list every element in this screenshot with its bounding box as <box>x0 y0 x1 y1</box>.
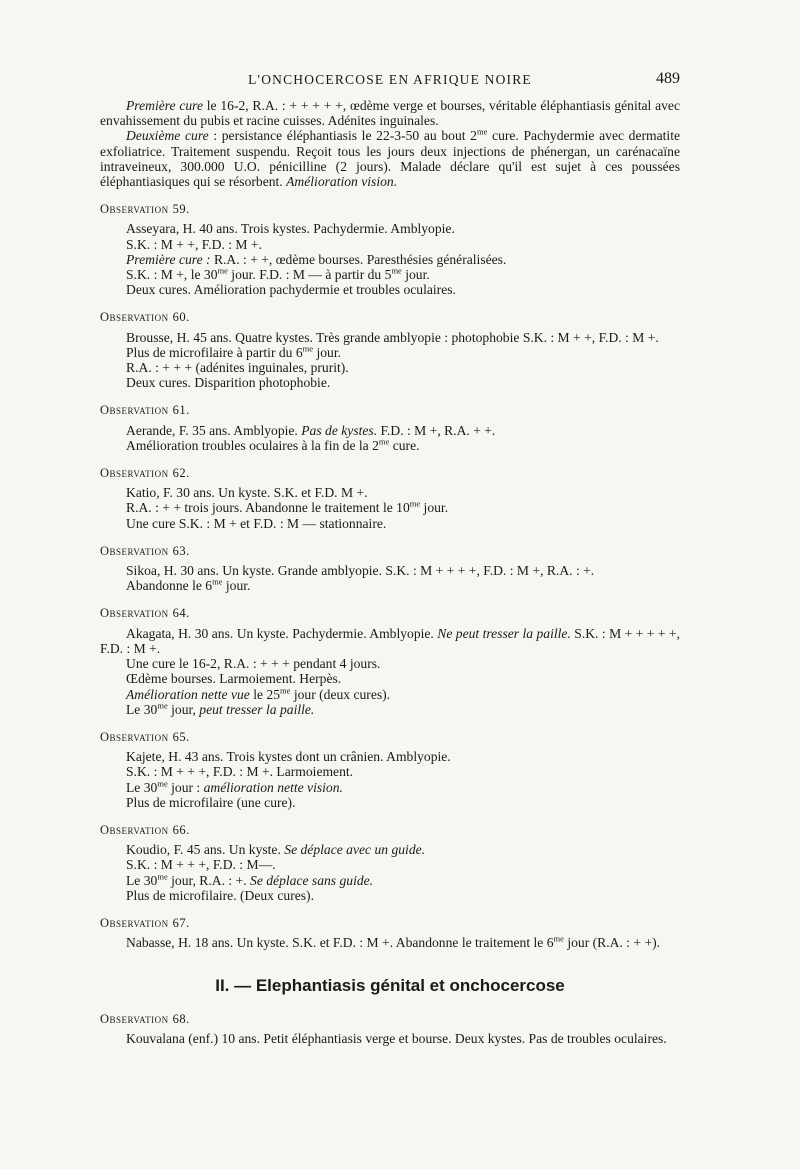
observation-heading <box>100 1012 680 1027</box>
line-text: le 25 <box>249 686 281 702</box>
observation-label: Observation <box>100 822 169 837</box>
ordinal-suffix: me <box>157 871 168 881</box>
line-text: R.A. : + + trois jours. Abandonne le traitement le 10 <box>126 500 410 516</box>
observation-line: Plus de microfilaire. (Deux cures). <box>126 887 314 903</box>
observation-line: Kajete, H. 43 ans. Trois kystes dont un crânien. Amblyopie. <box>126 749 451 765</box>
observation-number: 61. <box>172 403 190 418</box>
observation-heading <box>100 202 680 217</box>
observation-line: S.K. : M + +, F.D. : M +. <box>126 236 262 252</box>
observation-line: Sikoa, H. 30 ans. Un kyste. Grande amblyopie. S.K. : M + + + +, F.D. : M +, R.A. : +. <box>126 563 595 579</box>
line-text: jour (R.A. : + +). <box>563 935 661 951</box>
cure-label: Première cure <box>126 98 203 113</box>
paragraph-text: cure. Pachydermie avec dermatite exfoliatrice. Traitement suspendu. Reçoit tous les jours deux injections de phénergan, un carénacaïne intraveineux, 300.000 U.O. pénicilline (2 jours). Malade déclare qu'il est sujet à ces poussées éléphantiasiques qui se résorbent. <box>100 128 680 190</box>
ordinal-suffix: me <box>212 576 223 587</box>
line-text: Aerande, F. 35 ans. Amblyopie. <box>126 422 302 438</box>
observation-line <box>100 423 680 438</box>
observation-number: 63. <box>172 543 190 558</box>
ordinal-suffix: me <box>476 126 488 137</box>
running-title: L'ONCHOCERCOSE EN AFRIQUE NOIRE <box>248 72 532 87</box>
observation-line: Deux cures. Amélioration pachydermie et troubles oculaires. <box>126 282 456 298</box>
line-text: jour (deux cures). <box>290 686 391 702</box>
line-text: R.A. : + +, œdème bourses. Paresthésies généralisées. <box>210 251 507 267</box>
observation-heading <box>100 916 680 931</box>
ordinal-suffix: me <box>391 265 402 276</box>
line-text: S.K. : M + + + + +, F.D. : M +. <box>100 625 680 656</box>
observation-heading <box>100 310 680 325</box>
observation-number: 66. <box>172 822 190 837</box>
italic-text: Se déplace sans guide. <box>250 872 374 888</box>
observation-line: Plus de microfilaire (une cure). <box>126 794 296 810</box>
observation-label: Observation <box>100 466 169 481</box>
line-text: Akagata, H. 30 ans. Un kyste. Pachydermie. Amblyopie. <box>126 625 438 641</box>
observation-number: 60. <box>172 310 190 325</box>
observation-number: 67. <box>172 915 190 930</box>
intro-paragraph-1 <box>100 98 680 128</box>
observation-label: Observation <box>100 1011 169 1026</box>
observation-line <box>100 267 680 282</box>
page-number: 489 <box>656 70 680 87</box>
paragraph-text: : persistance éléphantiasis le 22-3-50 au bout 2 <box>208 128 477 144</box>
observation-line: Une cure le 16-2, R.A. : + + + pendant 4 jours. <box>126 656 381 672</box>
observation-number: 65. <box>172 729 190 744</box>
line-text: jour. <box>420 500 449 516</box>
observation-line <box>100 873 680 888</box>
italic-text: peut tresser la paille. <box>199 701 315 717</box>
cure-label: Deuxième cure <box>126 128 209 144</box>
ordinal-suffix: me <box>378 436 390 447</box>
italic-text: Pas de kystes. <box>301 422 378 438</box>
line-text: Nabasse, H. 18 ans. Un kyste. S.K. et F.D. : M +. Abandonne le traitement le 6 <box>126 935 554 951</box>
observation-line: S.K. : M + + +, F.D. : M—. <box>126 857 276 873</box>
observation-line <box>100 252 680 267</box>
section-title: II. — Elephantiasis génital et onchocercose <box>215 976 565 996</box>
line-text: cure. <box>389 437 420 453</box>
observation-line <box>100 578 680 593</box>
line-text: F.D. : M +, R.A. + +. <box>377 422 496 438</box>
observation-number: 68. <box>172 1011 190 1026</box>
italic-text: Amélioration nette vue <box>126 686 250 702</box>
observation-line <box>100 935 680 950</box>
observation-number: 62. <box>172 466 190 481</box>
line-text: jour. <box>313 344 342 360</box>
observation-label: Observation <box>100 915 169 930</box>
line-text: Le 30 <box>126 779 158 795</box>
observation-line: S.K. : M + + +, F.D. : M +. Larmoiement. <box>126 764 354 780</box>
line-text: Le 30 <box>126 872 158 888</box>
observation-line <box>100 626 680 656</box>
observation-line: Brousse, H. 45 ans. Quatre kystes. Très grande amblyopie : photophobie S.K. : M + +, F.D. : M +. <box>126 329 659 345</box>
line-text: Koudio, F. 45 ans. Un kyste. <box>126 842 285 858</box>
line-text: Abandonne le 6 <box>126 578 213 594</box>
line-text: Le 30 <box>126 701 158 717</box>
line-text: Plus de microfilaire à partir du 6 <box>126 344 303 360</box>
line-text: jour. F.D. : M — à partir du 5 <box>227 267 392 283</box>
intro-paragraph-2 <box>100 128 680 189</box>
observation-line: Deux cures. Disparition photophobie. <box>126 375 331 391</box>
observation-label: Observation <box>100 729 169 744</box>
observation-line: R.A. : + + + (adénites inguinales, prurit). <box>126 360 349 376</box>
line-text: jour. <box>222 578 251 594</box>
observation-line: Œdème bourses. Larmoiement. Herpès. <box>126 671 342 687</box>
observation-line <box>100 438 680 453</box>
observation-line: Une cure S.K. : M + et F.D. : M — stationnaire. <box>126 515 387 531</box>
observation-line: Katio, F. 30 ans. Un kyste. S.K. et F.D. M +. <box>126 485 368 501</box>
observation-line <box>100 702 680 717</box>
paragraph-text: le 16-2, R.A. : + + + + +, œdème verge et bourses, véritable éléphantiasis génital avec envahissement du pubis et racine cuisses. Adénites inguinales. <box>100 98 680 129</box>
observation-heading <box>100 606 680 621</box>
observation-label: Observation <box>100 202 169 217</box>
observation-label: Observation <box>100 403 169 418</box>
line-text: S.K. : M +, le 30 <box>126 267 218 283</box>
observation-line <box>100 777 680 795</box>
italic-text: Ne peut tresser la paille. <box>437 625 571 641</box>
observation-line: Kouvalana (enf.) 10 ans. Petit éléphantiasis verge et bourse. Deux kystes. Pas de troubles oculaires. <box>126 1030 667 1046</box>
italic-text: Se déplace avec un guide. <box>284 842 426 858</box>
observation-label: Observation <box>100 310 169 325</box>
observation-line <box>100 842 680 857</box>
ordinal-suffix: me <box>553 933 564 944</box>
observation-line <box>100 684 680 702</box>
observation-line <box>100 500 680 515</box>
ordinal-suffix: me <box>280 684 291 695</box>
observation-label: Observation <box>100 543 169 558</box>
observation-number: 59. <box>172 202 190 217</box>
observation-label: Observation <box>100 606 169 621</box>
observation-heading <box>100 403 680 418</box>
line-text: Amélioration troubles oculaires à la fin de la 2 <box>126 437 379 453</box>
observation-heading <box>100 544 680 559</box>
ordinal-suffix: me <box>217 265 228 276</box>
observation-heading <box>100 730 680 745</box>
line-text: jour, <box>167 701 200 717</box>
line-text: jour, R.A. : +. <box>167 872 251 888</box>
ordinal-suffix: me <box>409 498 421 509</box>
italic-text: amélioration nette vision. <box>203 779 343 795</box>
body-text <box>100 98 680 1046</box>
observation-line <box>100 345 680 360</box>
ordinal-suffix: me <box>302 343 314 354</box>
outcome-text: Amélioration vision. <box>286 174 398 190</box>
line-text: jour : <box>167 779 204 795</box>
observation-heading <box>100 823 680 838</box>
observation-number: 64. <box>172 606 190 621</box>
cure-label: Première cure : <box>126 251 211 267</box>
ordinal-suffix: me <box>157 700 168 711</box>
line-text: jour. <box>401 267 430 283</box>
observation-line: Asseyara, H. 40 ans. Trois kystes. Pachydermie. Amblyopie. <box>126 221 455 237</box>
observation-heading <box>100 466 680 481</box>
ordinal-suffix: me <box>157 777 168 788</box>
